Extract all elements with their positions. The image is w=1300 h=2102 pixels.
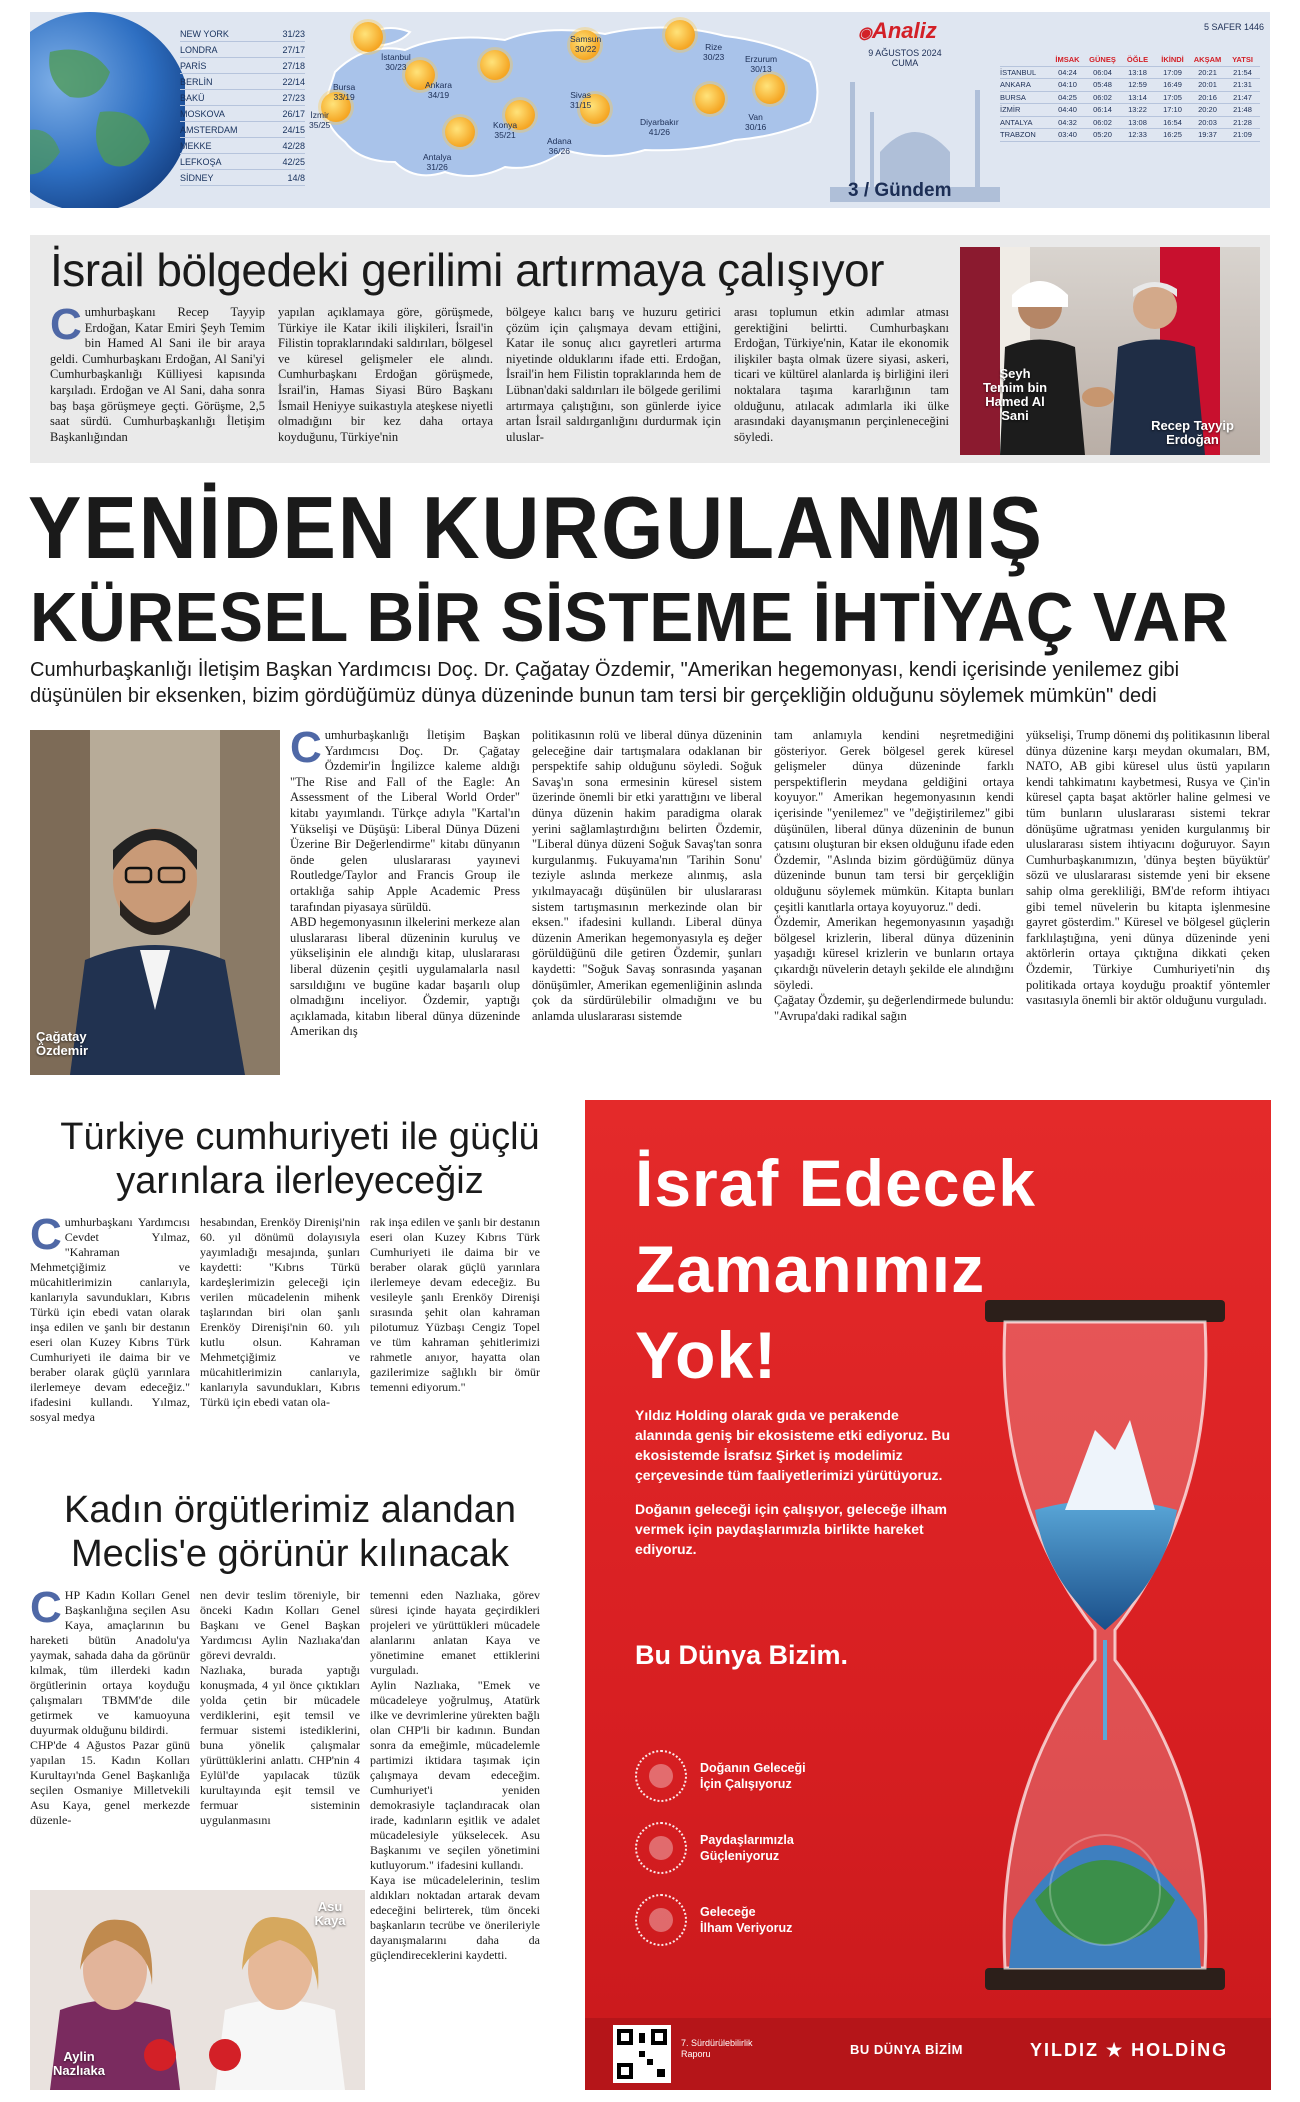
city-row — [180, 58, 305, 74]
city-temp: 42/25 — [282, 156, 305, 167]
city-name: SİDNEY — [180, 172, 214, 183]
city-row — [180, 138, 305, 154]
people-icon — [635, 1822, 687, 1874]
city-name: NEW YORK — [180, 28, 229, 39]
city-name: PARİS — [180, 60, 207, 71]
sun-icon — [353, 22, 383, 52]
photo-caption: Çağatay Özdemir — [36, 1029, 89, 1058]
turkey-weather-map — [305, 12, 835, 208]
map-label-erzurum: Erzurum 30/13 — [745, 54, 778, 74]
photo-caption-right: Recep Tayyip Erdoğan — [1151, 418, 1234, 447]
city-temp: 27/17 — [282, 44, 305, 55]
body-text: HP Kadın Kolları Genel Başkanlığına seçilen Asu Kaya, amaçlarının bu hareketi bütün Anadolu'ya yaymak, sahada daha da görünür kılmak, tüm illerdeki kadın örgütlerinin ortaya koyduğu çalışmaları TBMM'de dile getirmek ve kamuoyuna duyurmak olduğunu bildirdi. CHP'de 4 Ağustos Pazar günü yapılan 15. Kadın Kolları Kurultayı'nda Genel Başkanlığa seçilen Osmaniye Milletvekili Asu Kaya, genel merkezde düzenle- — [30, 1588, 190, 1827]
hijri-date: 5 SAFER 1446 — [1203, 22, 1264, 32]
ad-feature-label: Paydaşlarımızla Güçleniyoruz — [700, 1833, 794, 1863]
prayer-header: YATSI — [1232, 55, 1253, 65]
city-row — [180, 74, 305, 90]
drop-cap: C — [50, 305, 82, 349]
body-text: tam anlamıyla kendini neşretmediğini gösteriyor. Gerek bölgesel gerek küresel gelişmeler dünya düzeninde farklı perspektiflerin meydana geldiğini ortaya koyuyor." Amerikan hegemonyasının kendi içerisinde "yenilemez" ve "değiştirilemez" gibi düşünülen, liberal dünya düzeninin de bunun çatısını oluşturan bir eksen olduğunu ifade eden Özdemir, "Aslında bizim gördüğümüz dünya düzeninde bunun tam tersi bir gerçekliğin olduğunu söylemek mümkün. Kitapta bunları çeşitli kanıtlarla ortaya koyuyoruz." dedi. Özdemir, Amerikan hegemonyasının yaşadığı bölgesel krizlerin, liberal dünya düzeninin yaşadığı küresel krizlerin ve bunların ortaya çıkardığı nüvelerin detaylı şekilde ele alındığını söyledi. Çağatay Özdemir, şu değerlendirmede bulundu: "Avrupa'daki radikal sağın — [774, 728, 1014, 1023]
main-subheadline[interactable]: KÜRESEL BİR SİSTEME İHTİYAÇ VAR — [30, 577, 1229, 656]
yildiz-holding-advertisement[interactable] — [585, 1100, 1271, 2090]
body-column — [290, 728, 520, 1076]
top-weather-strip — [30, 12, 1270, 208]
body-text: politikasının rolü ve liberal dünya düzeninin geleceğine dair tartışmalara odaklanan bir perspektife sahip olduğunu söyledi. Soğuk Savaş'ın sona ermesinin küresel sistem üzerinde önemli bir etki yarattığını ve liberal dünya düzenin hakim paradigma olarak yerini sağlamlaştırdığını belirten Özdemir, "Liberal dünya düzeni Soğuk Savaş'tan sonra kurgulanmış. Fukuyama'nın 'Tarihin Sonu' teziyle aslında merkeze alınmış, asla yıkılmayacağı düşünülen bir uluslararası sistem tartışmasının merkezinde olan bir eksen." ifadesini kullandı. Liberal dünya düzenin Amerikan hegemonyasıyla eş değer görüldüğünü dile getiren Özdemir, şunları kaydetti: "Soğuk Savaş sonrasında yaşanan dönüşümler, Amerikan egemenliğinin aslında çok da sürdürülebilir olmadığını ve bu anlamda uluslararası sistemde — [532, 728, 762, 1023]
article-headline[interactable]: Türkiye cumhuriyeti ile güçlü yarınlara ilerleyeceğiz — [60, 1116, 540, 1202]
body-column — [30, 1588, 190, 1888]
city-row — [180, 170, 305, 186]
body-column — [278, 305, 493, 455]
prayer-row: BURSA 04:25 06:02 13:14 17:05 20:16 21:47 — [1000, 92, 1260, 105]
body-column — [200, 1215, 360, 1455]
body-text: yapılan açıklamaya göre, görüşmede, Türkiye ile Katar ikili ilişkileri, İsrail'in Filistin topraklarındaki saldırıları, bölgesel ve küresel gelişmeler ele alındı. Cumhurbaşkanı Erdoğan görüşmede, İsrail'in, Hamas Siyasi Büro Başkanı İsmail Heniyye suikastıyla ateşkese niyetli olmadığını bir kez daha ortaya koyduğunu, Türkiye'nin — [278, 305, 493, 444]
city-name: BAKÜ — [180, 92, 205, 103]
city-row — [180, 122, 305, 138]
prayer-times-table — [1000, 54, 1260, 142]
prayer-header: ÖĞLE — [1126, 55, 1149, 65]
city-row — [180, 154, 305, 170]
body-column — [370, 1215, 540, 1455]
body-text: yükselişi, Trump dönemi dış politikasının liberal dünya düzenine karşı meydan okumaları, BM, NATO, AB gibi küresel ulus üstü yapıların kendi tahkimatını kaybetmesi, Rusya ve Çin'in küresel çapta başat aktörler haline gelmesi ve tüm bunların uluslararası sistemi tekrar dönüşüme uğratması yeniden kurgulanmış bir uluslararası sistem ihtiyacını doğuruyor. Sayın Cumhurbaşkanımızın, 'dünya beşten büyüktür' sözü ve uluslararası sistemde yeni bir eksene sahip olma gerekliliği, BM'de reform ihtiyacı gibi temel nüvelerin bu kitapta işlenmesine gayret gösterdim." Küresel ve bölgesel güçlerin farklılaştığına, yeni dünya düzeninde yeni aktörlerin ortaya çıktığına dikkati çeken Özdemir, Türkiye Cumhuriyeti'nin dış politikada ortaya koyduğu proaktif yöntemler vasıtasıyla önemli bir aktör olduğunu vurguladı. — [1026, 728, 1270, 1008]
leaders-handshake-photo[interactable] — [960, 247, 1260, 455]
map-label-konya: Konya 35/21 — [493, 120, 518, 140]
article-headline[interactable]: Kadın örgütlerimiz alandan Meclis'e görünür kılınacak — [63, 1489, 517, 1575]
body-column — [1026, 728, 1270, 1076]
sun-icon — [665, 20, 695, 50]
city-temp: 24/15 — [282, 124, 305, 135]
map-label-ankara: Ankara 34/19 — [425, 80, 452, 100]
date-line: 9 AĞUSTOS 2024 — [868, 48, 942, 58]
map-label-rize: Rize 30/23 — [703, 42, 725, 62]
sun-icon — [695, 84, 725, 114]
globe-graphic — [30, 12, 185, 208]
body-text: arası toplumun etkin adımlar atması gerektiğini belirtti. Cumhurbaşkanı Erdoğan, Türkiye'nin, Katar ile ekonomik ilişkiler başta olmak üzere siyasi, askeri, ticari ve kültürel alanlarda iş birliğini ileri noktalara taşıma kararlığının tam olduğunu, atılacak adımlarla iki ülke arasındaki dayanışmanın perçinleneceğini söyledi. — [734, 305, 949, 444]
map-label-van: Van 30/16 — [745, 112, 767, 132]
body-column — [50, 305, 265, 455]
map-label-diyarbakir: Diyarbakır 41/26 — [640, 117, 679, 137]
prayer-header: AKŞAM — [1193, 55, 1222, 65]
body-text: umhurbaşkanı Recep Tayyip Erdoğan, Katar Emiri Şeyh Temim bin Hamed Al Sani ile bir araya geldi. Cumhurbaşkanı Erdoğan, Al Sani'yi Cumhurbaşkanlığı Külliyesi kapısında karşıladı. Erdoğan ve Al Sani, daha sonra baş başa görüşmeye geçti. Görüşme, 2,5 saat sürdü. Cumhurbaşkanlığı İletişim Başkanlığından — [50, 305, 265, 444]
prayer-header-row — [1000, 54, 1260, 67]
bu-dunya-bizim-logo: BU DÜNYA BİZİM — [850, 2042, 963, 2057]
prayer-row: İSTANBUL 04:24 06:04 13:18 17:09 20:21 21:54 — [1000, 67, 1260, 80]
main-headline[interactable]: YENİDEN KURGULANMIŞ — [28, 478, 1044, 577]
city-row — [180, 42, 305, 58]
city-name: MOSKOVA — [180, 108, 225, 119]
body-column — [734, 305, 949, 455]
city-name: AMSTERDAM — [180, 124, 238, 135]
city-temp: 31/23 — [282, 28, 305, 39]
body-column — [30, 1215, 190, 1455]
weekday: CUMA — [891, 58, 919, 68]
hourglass-illustration — [965, 1300, 1245, 1990]
city-row — [180, 106, 305, 122]
city-temp: 27/23 — [282, 92, 305, 103]
map-label-antalya: Antalya 31/26 — [423, 152, 452, 172]
article-israel — [30, 235, 1270, 463]
body-column — [506, 305, 721, 455]
page-section-label: 3 / Gündem — [848, 180, 952, 201]
city-name: LONDRA — [180, 44, 218, 55]
city-row — [180, 26, 305, 42]
photo-caption-right: Asu Kaya — [314, 1899, 346, 1928]
prayer-row: ANKARA 04:10 05:48 12:59 16:49 20:01 21:31 — [1000, 79, 1260, 92]
prayer-header: İMSAK — [1055, 55, 1080, 65]
map-label-izmir: İzmir 35/25 — [309, 110, 331, 130]
sun-icon — [480, 50, 510, 80]
ad-paragraph: Doğanın geleceği için çalışıyor, geleceğe ilham vermek için paydaşlarımızla birlikte hareket ediyoruz. — [635, 1501, 948, 1557]
sun-icon — [755, 74, 785, 104]
body-column — [774, 728, 1014, 1076]
ad-slogan: Bu Dünya Bizim. — [635, 1640, 849, 1670]
masthead — [820, 12, 1270, 208]
issue-date — [860, 48, 950, 68]
body-column — [370, 1588, 540, 2088]
prayer-header: GÜNEŞ — [1089, 55, 1116, 65]
qr-code-icon[interactable] — [613, 2025, 671, 2083]
lightbulb-icon — [635, 1894, 687, 1946]
yildiz-holding-logo[interactable]: YILDIZ ★ HOLDİNG — [1030, 2040, 1229, 2060]
author-portrait-photo[interactable] — [30, 730, 280, 1075]
ad-feature-item — [635, 1822, 875, 1878]
city-row — [180, 90, 305, 106]
drop-cap: C — [30, 1215, 62, 1259]
ad-headline: İsraf Edecek Zamanımız Yok! — [635, 1146, 1036, 1392]
map-label-adana: Adana 36/26 — [547, 136, 572, 156]
ad-feature-item — [635, 1750, 875, 1806]
city-temp: 14/8 — [287, 172, 305, 183]
ad-paragraph: Yıldız Holding olarak gıda ve perakende alanında geniş bir ekosisteme etki ediyoruz. Bu ekosistemde İsrafsız Şirket iş modelimiz çerçevesinde tüm faaliyetlerimizi yürütüyoruz. — [635, 1407, 951, 1483]
city-name: LEFKOŞA — [180, 156, 222, 167]
body-column — [532, 728, 762, 1076]
brand-logo[interactable]: ◉Analiz — [858, 18, 937, 43]
city-name: MEKKE — [180, 140, 212, 151]
lead-deck: Cumhurbaşkanlığı İletişim Başkan Yardımcısı Doç. Dr. Çağatay Özdemir, "Amerikan hegemonyası, kendi içerisinde yenilemez gibi düşünülen bir eksenken, bizim gördüğümüz dünya düzeninde bunun tam tersi bir gerçekliğin olduğunu söylemek mümkün" dedi — [30, 659, 1180, 707]
drop-cap: C — [30, 1588, 62, 1632]
prayer-row: İZMİR 04:40 06:14 13:22 17:10 20:20 21:48 — [1000, 104, 1260, 117]
map-label-bursa: Bursa 33/19 — [333, 82, 356, 102]
world-cities-weather — [180, 26, 305, 186]
ad-body — [635, 1405, 955, 1559]
body-text: hesabından, Erenköy Direnişi'nin 60. yıl dönümü dolayısıyla yayımladığı mesajında, şunları kaydetti: "Kıbrıs Türkü kardeşlerimizin geleceği için verilen mücadelenin mihenk taşlarından biri olan şanlı Erenköy Direnişi'nin 60. yılı kutlu olsun. Kahraman Mehmetçiğimiz ve mücahitlerimizin canlarıyla, kanlarıyla savundukları, Kıbrıs Türkü için ebedi vatan ola- — [200, 1215, 360, 1409]
leaf-icon — [635, 1750, 687, 1802]
body-text: umhurbaşkanlığı İletişim Başkan Yardımcısı Doç. Dr. Çağatay Özdemir'in İngilizce kaleme aldığı "The Rise and Fall of the Eagle: An Assessment of the Liberal World Order" kitabı yayımlandı. Türkçe adıyla "Kartal'ın Yükselişi ve Düşüşü: Liberal Dünya Düzeni Üzerine Bir Değerlendirme" kitabı dünyanın önde gelen uluslararası yayınevi Routledge/Taylor and Francis Group ile ortaklığa sahip Apple Academic Press tarafından piyasaya sürüldü. ABD hegemonyasının ilkelerini merkeze alan uluslararası liberal düzeninin kuruluş ve yükselişinin ele alındığı kitap, uluslararası liberal düzenin çeşitli uygulamalarla nasıl sarsıldığını ve bugüne kadar başarılı olup olmadığını inceliyor. Özdemir, yaptığı açıklamada, kitabın liberal dünya düzeninde Amerikan dış — [290, 728, 520, 1039]
ad-feature-label: Geleceğe İlham Veriyoruz — [700, 1905, 793, 1935]
prayer-row: ANTALYA 04:32 06:02 13:08 16:54 20:03 21:28 — [1000, 117, 1260, 130]
body-text: rak inşa edilen ve şanlı bir destanın eseri olan Kuzey Kıbrıs Türk Cumhuriyeti ile daima bir ve beraber olarak güçlü yarınlara ilerlemeye devam edeceğiz. Bu vesileyle şanlı Erenköy Direnişi sırasında şehit olan kahraman pilotumuz Yüzbaşı Cengiz Topel ve tüm kahraman şehitlerimizi rahmetle anıyor, hayatta olan gazilerimize sağlıklı bir ömür temenni ediyorum." — [370, 1215, 540, 1394]
map-label-istanbul: İstanbul 30/23 — [381, 52, 411, 72]
prayer-header: İKİNDİ — [1161, 55, 1184, 65]
prayer-row: TRABZON 03:40 05:20 12:33 16:25 19:37 21:09 — [1000, 129, 1260, 142]
ad-feature-label: Doğanın Geleceği İçin Çalışıyoruz — [700, 1761, 806, 1791]
drop-cap: C — [290, 728, 322, 772]
map-label-sivas: Sivas 31/15 — [570, 90, 592, 110]
ad-report-label: 7. Sürdürülebilirlik Raporu — [681, 2038, 753, 2059]
map-label-samsun: Samsun 30/22 — [570, 34, 602, 54]
article-headline[interactable]: İsrail bölgedeki gerilimi artırmaya çalışıyor — [50, 244, 884, 296]
ad-feature-item — [635, 1894, 875, 1950]
city-temp: 27/18 — [282, 60, 305, 71]
body-text: temenni eden Nazlıaka, görev süresi içinde hayata geçirdikleri projeleri ve yürüttükleri mücadele alanlarını anlatan Kaya ve yönetimine emanet ettiklerini vurguladı. Aylin Nazlıaka, "Emek ve mücadeleye yoğrulmuş, Atatürk ilke ve devrimlerine yürekten bağlı olan CHP'li bir kadının. Bundan sonra da emeğimle, mücadelemle partimizi iktidara taşımak için çalışmaya devam edeceğim. Cumhuriyet'i yeniden demokrasiyle taçlandıracak olan irade, kadınların eşitlik ve adalet mücadelesiyle yükselecek. Asu Başkanımı ve seçilen yönetimini kutluyorum." ifadesini kullandı. Kaya ise mücadelelerinin, teslim aldıkları noktadan artarak devam edeceğini belirterek, tüm önceki başkanların tecrübe ve önerileriyle dayanışmalarını daha da güçlendireceklerini kaydetti. — [370, 1588, 540, 1962]
body-column — [200, 1588, 360, 1876]
women-leaders-photo[interactable] — [30, 1890, 365, 2090]
photo-caption-left: Şeyh Temim bin Hamed Al Sani — [982, 366, 1048, 423]
body-text: umhurbaşkanı Yardımcısı Cevdet Yılmaz, "Kahraman Mehmetçiğimiz ve mücahitlerimizin canlarıyla, kanlarıyla savundukları, Kıbrıs Türkü için ebedi vatan olarak inşa edilen ve şanlı bir destanın eseri olan Kuzey Kıbrıs Türk Cumhuriyeti ile daima bir ve beraber olarak güçlü yarınlara ilerlemeye devam edeceğiz." ifadesini kullandı. Yılmaz, sosyal medya — [30, 1215, 190, 1424]
city-temp: 22/14 — [282, 76, 305, 87]
body-text: nen devir teslim töreniyle, bir önceki Kadın Kolları Genel Başkanı ve Genel Başkan Yardımcısı Aylin Nazlıaka'dan görevi devraldı. Nazlıaka, burada yaptığı konuşmada, 4 yıl önce çıktıkları yolda çetin bir mücadele verdiklerini, eşit temsil ve fermuar sistemi istediklerini, buna yönelik çalışmalar yürüttüklerini anlattı. CHP'nin 4 Eylül'de yapılacak tüzük kurultayında eşit temsil ve fermuar sisteminin uygulanmasını — [200, 1588, 360, 1827]
city-name: BERLİN — [180, 76, 213, 87]
city-temp: 42/28 — [282, 140, 305, 151]
photo-caption-left: Aylin Nazlıaka — [52, 2049, 106, 2078]
body-text: bölgeye kalıcı barış ve huzuru getirici çözüm için çalışmaya devam ettiğini, Katar ile sonuç alıcı gayretleri artırma niyetinde olduklarını ifade etti. Erdoğan, İsrail'in hem Filistin topraklarında hem de Lübnan'daki saldırıları ile bölgede gerilimi artırmaya çalıştığını, son günlerde iyice artan İsrail saldırganlığını durdurmak için uluslar- — [506, 305, 721, 444]
sun-icon — [445, 117, 475, 147]
city-temp: 26/17 — [282, 108, 305, 119]
